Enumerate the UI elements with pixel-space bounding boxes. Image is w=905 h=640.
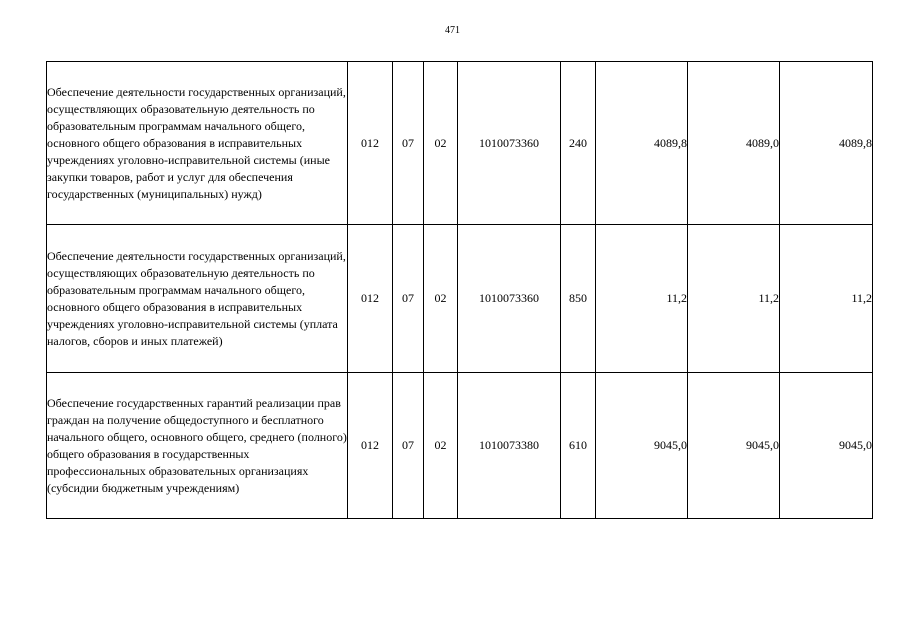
subsection-code: 02 xyxy=(424,62,458,225)
subsection-code: 02 xyxy=(424,225,458,373)
expense-type-code: 610 xyxy=(561,373,596,519)
ministry-code: 012 xyxy=(348,62,393,225)
amount-1: 4089,8 xyxy=(596,62,688,225)
row-description: Обеспечение деятельности государственных организаций, осуществляющих образовательную деятельность по образовательным программам начального общего, основного общего образования в исправительных учреждениях уголовно-исправительной системы (уплата налогов, сборов и иных платежей) xyxy=(47,225,348,373)
expense-type-code: 850 xyxy=(561,225,596,373)
amount-1: 11,2 xyxy=(596,225,688,373)
table-row xyxy=(47,373,873,519)
amount-3: 9045,0 xyxy=(780,373,873,519)
table-row xyxy=(47,225,873,373)
amount-1: 9045,0 xyxy=(596,373,688,519)
ministry-code: 012 xyxy=(348,225,393,373)
expense-type-code: 240 xyxy=(561,62,596,225)
amount-2: 4089,0 xyxy=(688,62,780,225)
target-article-code: 1010073380 xyxy=(458,373,561,519)
row-description: Обеспечение государственных гарантий реализации прав граждан на получение общедоступного и бесплатного начального общего, основного общего, среднего (полного) общего образования в государственных профессиональных образовательных организациях (субсидии бюджетным учреждениям) xyxy=(47,373,348,519)
section-code: 07 xyxy=(393,225,424,373)
page-number: 471 xyxy=(445,25,460,36)
amount-2: 9045,0 xyxy=(688,373,780,519)
subsection-code: 02 xyxy=(424,373,458,519)
section-code: 07 xyxy=(393,62,424,225)
row-description: Обеспечение деятельности государственных организаций, осуществляющих образовательную деятельность по образовательным программам начального общего, основного общего образования в исправительных учреждениях уголовно-исправительной системы (иные закупки товаров, работ и услуг для обеспечения государственных (муниципальных) нужд) xyxy=(47,62,348,225)
section-code: 07 xyxy=(393,373,424,519)
amount-2: 11,2 xyxy=(688,225,780,373)
budget-table xyxy=(46,61,873,519)
table-row xyxy=(47,62,873,225)
target-article-code: 1010073360 xyxy=(458,225,561,373)
target-article-code: 1010073360 xyxy=(458,62,561,225)
ministry-code: 012 xyxy=(348,373,393,519)
amount-3: 4089,8 xyxy=(780,62,873,225)
amount-3: 11,2 xyxy=(780,225,873,373)
